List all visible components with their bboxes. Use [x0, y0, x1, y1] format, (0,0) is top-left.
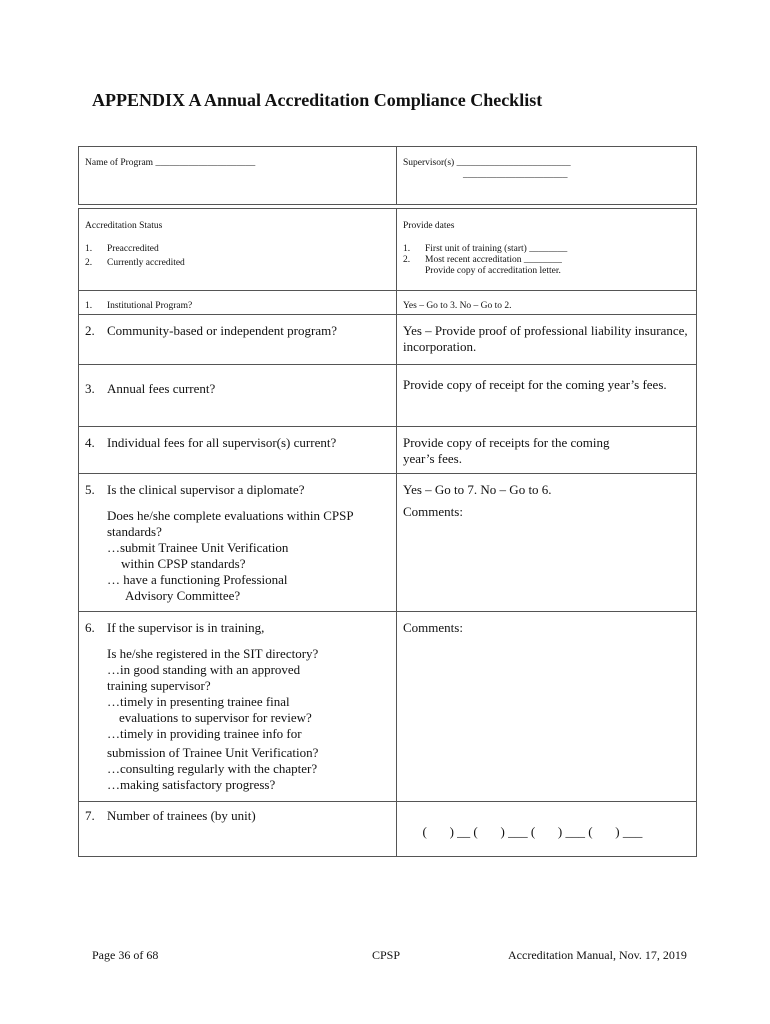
- answer-text: Yes – Go to 3. No – Go to 2.: [403, 301, 512, 311]
- sub-question: …submit Trainee Unit Verification: [107, 540, 289, 555]
- answer-7-cell: [397, 802, 697, 857]
- question-text: Is the clinical supervisor a diplomate?: [107, 482, 305, 497]
- answer-3-cell: [397, 365, 697, 427]
- sub-question-continued: within CPSP standards?: [121, 556, 246, 571]
- question-5-cell: [79, 474, 397, 612]
- date-item: [403, 244, 688, 255]
- question-number: 2.: [85, 323, 95, 338]
- footer-center: CPSP: [372, 948, 401, 962]
- program-name-label: Name of Program _____________________: [85, 158, 256, 168]
- question-7-cell: [79, 802, 397, 857]
- date-item-num: 2.: [403, 255, 411, 265]
- sub-question: … have a functioning Professional: [107, 572, 288, 587]
- accreditation-letter-note: Provide copy of accreditation letter.: [425, 266, 561, 276]
- sub-question: …consulting regularly with the chapter?: [107, 761, 318, 776]
- question-number: 5.: [85, 482, 95, 497]
- date-item-num: 1.: [403, 244, 411, 254]
- answer-text: Yes – Go to 7. No – Go to 6.: [403, 482, 552, 497]
- trainee-count-blanks: ( ) __ ( ) ___ ( ) ___ ( ) ___: [422, 824, 643, 839]
- question-number: 1.: [85, 301, 93, 311]
- sub-question: Does he/she complete evaluations within CPSP standards?: [107, 508, 354, 539]
- status-item-num: 1.: [85, 244, 93, 254]
- sub-question-continued: submission of Trainee Unit Verification?: [107, 745, 319, 760]
- answer-6-cell: [397, 612, 697, 802]
- question-6-cell: [79, 612, 397, 802]
- answer-text: Provide copy of receipt for the coming year’s fees.: [403, 377, 667, 392]
- comments-label: Comments:: [403, 620, 463, 635]
- question-text: Annual fees current?: [107, 381, 216, 396]
- sub-question: …making satisfactory progress?: [107, 777, 276, 792]
- status-item: [85, 244, 388, 255]
- sub-question: …in good standing with an approved: [107, 662, 301, 677]
- page-title: APPENDIX A Annual Accreditation Compliance Checklist: [92, 90, 543, 110]
- supervisor-label: Supervisor(s) ________________________: [403, 158, 571, 168]
- question-text: Institutional Program?: [107, 301, 193, 311]
- question-number: 7.: [85, 808, 95, 823]
- date-item-text: Most recent accreditation ________: [425, 255, 562, 265]
- status-item: [85, 258, 388, 269]
- question-number: 6.: [85, 620, 95, 635]
- status-item-num: 2.: [85, 258, 93, 268]
- supervisor-line-2: ______________________: [463, 170, 568, 180]
- date-item-text: First unit of training (start) ________: [425, 244, 568, 254]
- sub-question-continued: training supervisor?: [107, 678, 211, 693]
- answer-text: Provide copy of receipts for the coming year’s fees.: [403, 435, 610, 466]
- footer-manual-date: Accreditation Manual, Nov. 17, 2019: [508, 948, 687, 962]
- checklist-table: [78, 208, 697, 857]
- date-item: [403, 255, 688, 266]
- program-name-cell: [79, 147, 397, 205]
- answer-2-cell: [397, 315, 697, 365]
- question-text: Individual fees for all supervisor(s) current?: [107, 435, 337, 450]
- answer-1-cell: [397, 291, 697, 315]
- question-text: If the supervisor is in training,: [107, 620, 265, 635]
- footer-page-number: Page 36 of 68: [92, 948, 159, 962]
- supervisor-cell: [397, 147, 697, 205]
- question-number: 4.: [85, 435, 95, 450]
- sub-question-continued: evaluations to supervisor for review?: [119, 710, 312, 725]
- comments-label: Comments:: [403, 504, 463, 519]
- provide-dates-cell: [397, 209, 697, 291]
- question-text: Community-based or independent program?: [107, 323, 337, 338]
- status-item-text: Preaccredited: [107, 244, 159, 254]
- program-info-table: [78, 146, 697, 205]
- answer-text: Yes – Provide proof of professional liability insurance, incorporation.: [403, 323, 688, 354]
- question-1-cell: [79, 291, 397, 315]
- sub-question: …timely in providing trainee info for: [107, 726, 302, 741]
- status-item-text: Currently accredited: [107, 258, 185, 268]
- sub-question: …timely in presenting trainee final: [107, 694, 290, 709]
- question-4-cell: [79, 427, 397, 474]
- question-3-cell: [79, 365, 397, 427]
- answer-4-cell: [397, 427, 697, 474]
- question-number: 3.: [85, 381, 95, 396]
- provide-dates-heading: Provide dates: [403, 221, 455, 231]
- sub-question: Is he/she registered in the SIT directory?: [107, 646, 319, 661]
- sub-question-continued: Advisory Committee?: [125, 588, 241, 603]
- accreditation-status-heading: Accreditation Status: [85, 221, 163, 231]
- answer-5-cell: [397, 474, 697, 612]
- question-text: Number of trainees (by unit): [107, 808, 256, 823]
- accreditation-status-cell: [79, 209, 397, 291]
- question-2-cell: [79, 315, 397, 365]
